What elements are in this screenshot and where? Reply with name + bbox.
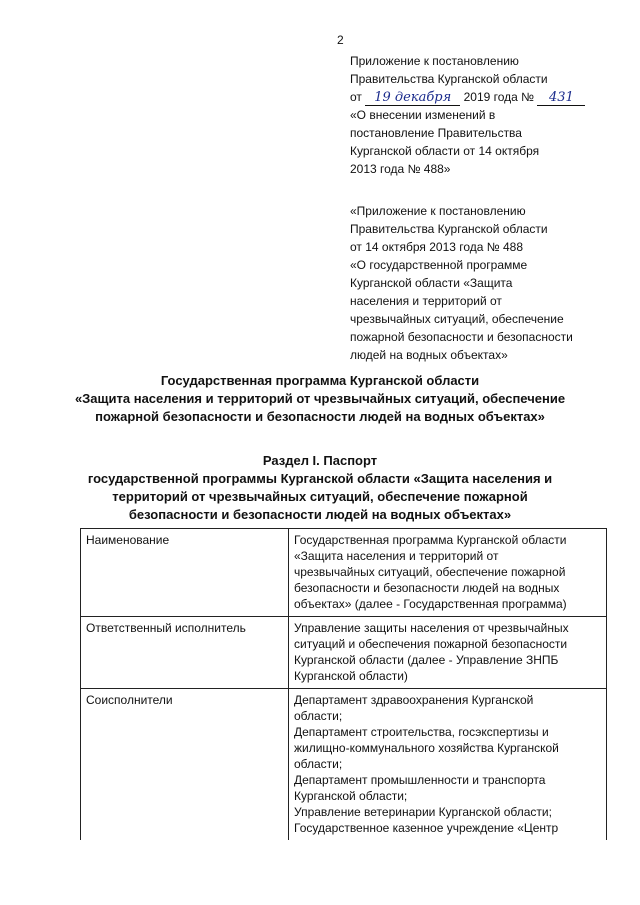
value-line: объектах» (далее - Государственная программа) xyxy=(294,597,567,611)
value-line: ситуаций и обеспечения пожарной безопасности xyxy=(294,637,568,651)
value-line: «Защита населения и территорий от xyxy=(294,549,499,563)
table-row xyxy=(81,689,607,841)
value-line: Управление защиты населения от чрезвычайных xyxy=(294,621,569,635)
annex-line: Курганской области от 14 октября xyxy=(350,144,540,158)
table-row xyxy=(81,529,607,617)
handwritten-date: 19 декабря xyxy=(365,91,460,106)
value-line: Управление ветеринарии Курганской области; xyxy=(294,805,552,819)
annex-line: Курганской области «Защита xyxy=(350,276,513,290)
passport-table xyxy=(80,528,607,840)
annex-line: Правительства Курганской области xyxy=(350,72,548,86)
row-value xyxy=(289,617,607,689)
value-line: Государственное казенное учреждение «Центр xyxy=(294,821,559,835)
annex-line: «Приложение к постановлению xyxy=(350,204,526,218)
annex-line: постановление Правительства xyxy=(350,126,522,140)
annex-line: Приложение к постановлению xyxy=(350,54,519,68)
section-title-line: территорий от чрезвычайных ситуаций, обеспечение пожарной xyxy=(112,489,528,504)
value-line: Курганской области) xyxy=(294,669,408,683)
value-line: Департамент строительства, госэкспертизы и xyxy=(294,725,549,739)
table-row xyxy=(81,617,607,689)
value-line: Департамент промышленности и транспорта xyxy=(294,773,546,787)
program-title xyxy=(40,372,600,426)
annex-line: «О государственной программе xyxy=(350,258,528,272)
value-line: области; xyxy=(294,709,343,723)
value-line: безопасности и безопасности людей на водных xyxy=(294,581,560,595)
program-title-line: Государственная программа Курганской области xyxy=(160,373,480,388)
row-label: Наименование xyxy=(81,529,289,617)
annex-line: «О внесении изменений в xyxy=(350,108,496,122)
annex-line: пожарной безопасности и безопасности xyxy=(350,330,573,344)
annex-line: населения и территорий от xyxy=(350,294,502,308)
section-title xyxy=(40,452,600,524)
annex-original-resolution xyxy=(350,202,620,364)
annex-line: чрезвычайных ситуаций, обеспечение xyxy=(350,312,564,326)
value-line: Курганской области (далее - Управление ЗНПБ xyxy=(294,653,559,667)
year-label: 2019 года № xyxy=(463,90,535,104)
annex-line: 2013 года № 488» xyxy=(350,162,451,176)
value-line: Государственная программа Курганской области xyxy=(294,533,567,547)
annex-line: Правительства Курганской области xyxy=(350,222,548,236)
row-value xyxy=(289,689,607,841)
program-title-line: пожарной безопасности и безопасности людей на водных объектах» xyxy=(95,409,545,424)
annex-current-resolution xyxy=(350,52,620,178)
row-label: Соисполнители xyxy=(81,689,289,841)
value-line: области; xyxy=(294,757,343,771)
value-line: чрезвычайных ситуаций, обеспечение пожарной xyxy=(294,565,566,579)
row-label: Ответственный исполнитель xyxy=(81,617,289,689)
section-title-line: Раздел I. Паспорт xyxy=(262,453,378,468)
annex-line: от 14 октября 2013 года № 488 xyxy=(350,240,524,254)
handwritten-number: 431 xyxy=(537,91,585,106)
value-line: жилищно-коммунального хозяйства Курганской xyxy=(294,741,559,755)
annex-date-line xyxy=(350,88,620,106)
row-value xyxy=(289,529,607,617)
section-title-line: безопасности и безопасности людей на водных объектах» xyxy=(128,507,512,522)
date-prefix: от xyxy=(350,90,362,104)
value-line: Курганской области; xyxy=(294,789,408,803)
page-number: 2 xyxy=(337,33,344,47)
section-title-line: государственной программы Курганской области «Защита населения и xyxy=(87,471,553,486)
value-line: Департамент здравоохранения Курганской xyxy=(294,693,534,707)
program-title-line: «Защита населения и территорий от чрезвычайных ситуаций, обеспечение xyxy=(74,391,566,406)
annex-line: людей на водных объектах» xyxy=(350,348,508,362)
